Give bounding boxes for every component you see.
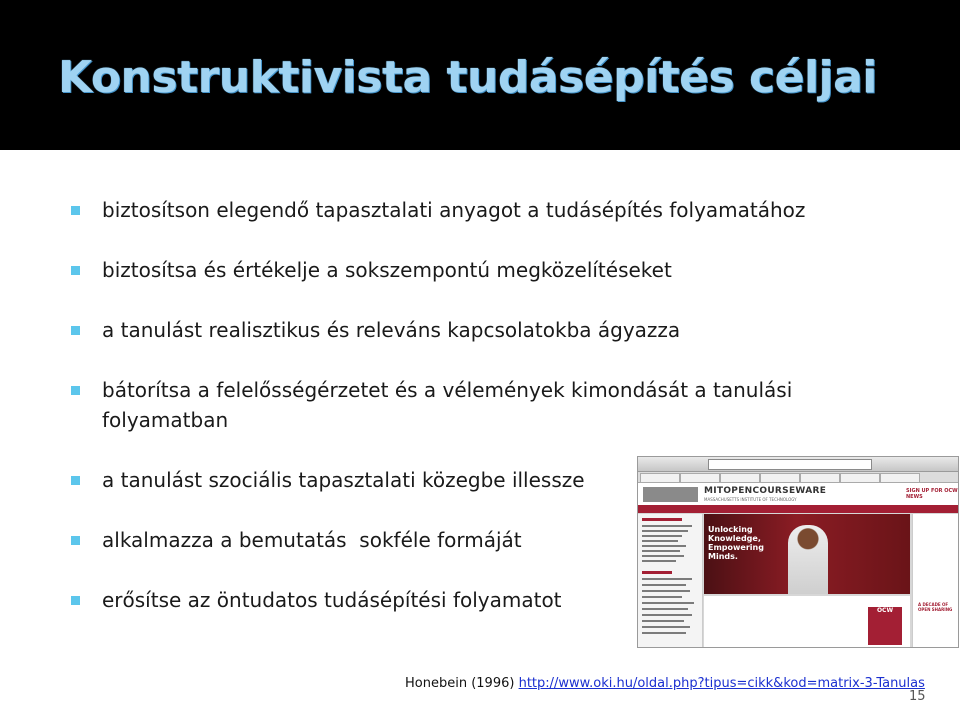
- ocw-logo: [643, 487, 698, 502]
- site-sidebar: [638, 514, 703, 647]
- citation-link[interactable]: http://www.oki.hu/oldal.php?tipus=cikk&kod=matrix-3-Tanulas: [518, 676, 925, 691]
- bullet-text: bátorítsa a felelősségérzetet és a vélemények kimondását a tanulási folyamatban: [102, 378, 793, 432]
- title-band: [0, 0, 960, 150]
- bullet-item: [70, 375, 842, 435]
- sidebar-line: [642, 560, 676, 562]
- bullet-text: a tanulást realisztikus és releváns kapcsolatokba ágyazza: [102, 318, 681, 342]
- site-name: MITOPENCOURSEWARE: [704, 486, 827, 496]
- bullet-text: alkalmazza a bemutatás sokféle formáját: [102, 528, 522, 552]
- website-screenshot: [637, 456, 959, 648]
- sidebar-line: [642, 608, 688, 610]
- square-bullet-icon: [71, 266, 80, 275]
- site-subtitle: MASSACHUSETTS INSTITUTE OF TECHNOLOGY: [704, 497, 797, 502]
- bullet-item: [70, 195, 870, 225]
- bullet-text: erősítse az öntudatos tudásépítési folyamatot: [102, 588, 562, 612]
- browser-tab: [760, 473, 800, 483]
- right-column: [912, 514, 959, 647]
- sidebar-heading: [642, 571, 672, 574]
- sidebar-heading: [642, 518, 682, 521]
- sidebar-line: [642, 530, 688, 532]
- sidebar-line: [642, 550, 680, 552]
- open-sharing-label: A DECADE OF OPEN SHARING: [918, 602, 953, 612]
- sidebar-line: [642, 545, 686, 547]
- sidebar-line: [642, 614, 692, 616]
- browser-tab: [840, 473, 880, 483]
- browser-tab: [800, 473, 840, 483]
- slide-title: Konstruktivista tudásépítés céljai: [58, 52, 877, 103]
- square-bullet-icon: [71, 476, 80, 485]
- browser-tab: [880, 473, 920, 483]
- signup-link: SIGN UP FOR OCW NEWS: [906, 488, 958, 500]
- site-header: [638, 483, 958, 505]
- citation-author: Honebein (1996): [405, 676, 515, 691]
- sidebar-line: [642, 596, 682, 598]
- hero-title: Unlocking Knowledge, Empowering Minds.: [708, 525, 764, 561]
- sidebar-line: [642, 626, 690, 628]
- sidebar-line: [642, 632, 686, 634]
- sidebar-line: [642, 590, 690, 592]
- square-bullet-icon: [71, 386, 80, 395]
- sidebar-line: [642, 584, 686, 586]
- sidebar-line: [642, 525, 692, 527]
- browser-tab: [680, 473, 720, 483]
- bullet-text: biztosítson elegendő tapasztalati anyagot a tudásépítés folyamatához: [102, 198, 806, 222]
- sidebar-line: [642, 535, 682, 537]
- sidebar-line: [642, 620, 684, 622]
- browser-toolbar: [638, 457, 958, 472]
- bullet-text: biztosítsa és értékelje a sokszempontú megközelítéseket: [102, 258, 672, 282]
- browser-tab: [720, 473, 760, 483]
- browser-tabs: [638, 472, 958, 483]
- bullet-item: [70, 255, 870, 285]
- site-nav: [638, 505, 958, 513]
- square-bullet-icon: [71, 596, 80, 605]
- page-number: 15: [909, 689, 926, 704]
- square-bullet-icon: [71, 536, 80, 545]
- sidebar-line: [642, 602, 694, 604]
- square-bullet-icon: [71, 206, 80, 215]
- citation: [405, 676, 925, 691]
- browser-tab: [640, 473, 680, 483]
- address-bar: [708, 459, 872, 470]
- bullet-item: [70, 315, 870, 345]
- square-bullet-icon: [71, 326, 80, 335]
- person-photo: [788, 525, 828, 594]
- sidebar-line: [642, 578, 692, 580]
- sidebar-line: [642, 540, 678, 542]
- celebrating-badge: OCW: [868, 607, 902, 645]
- sidebar-line: [642, 555, 684, 557]
- bullet-text: a tanulást szociális tapasztalati közegbe illessze: [102, 468, 585, 492]
